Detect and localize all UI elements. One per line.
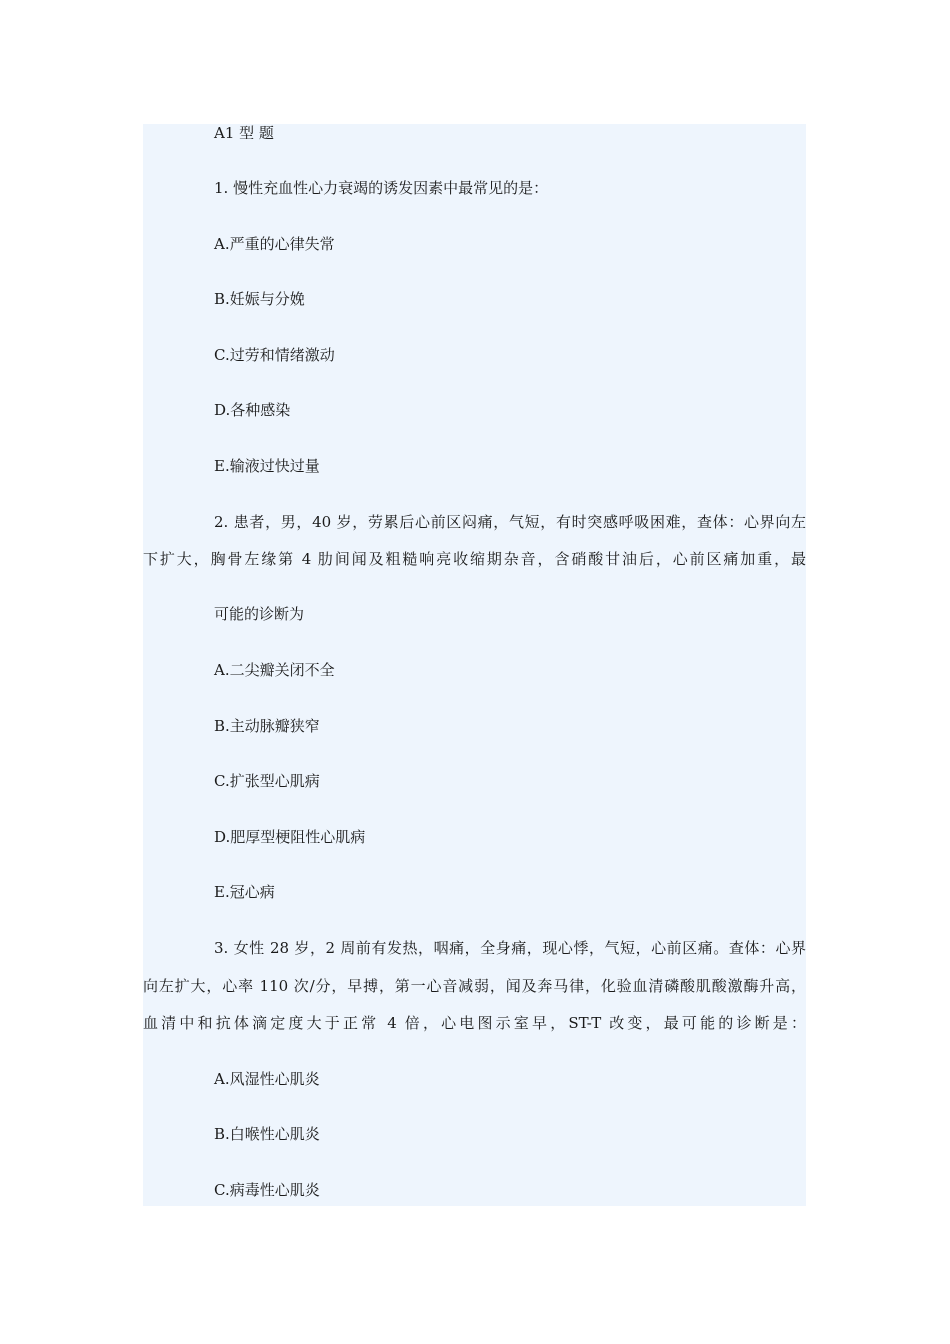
question-2-option-c: C.扩张型心肌病 — [214, 772, 320, 790]
question-3-option-a: A.风湿性心肌炎 — [214, 1070, 320, 1088]
question-2-stem-line-3: 可能的诊断为 — [214, 605, 305, 623]
question-2-stem-line-1: 2. 患者，男，40 岁，劳累后心前区闷痛，气短，有时突感呼吸困难，查体：心界向左 — [214, 513, 806, 531]
question-2-option-a: A.二尖瓣关闭不全 — [214, 661, 335, 679]
question-2-option-d: D.肥厚型梗阻性心肌病 — [214, 828, 366, 846]
question-3-option-c: C.病毒性心肌炎 — [214, 1181, 320, 1199]
question-3-stem-line-2: 向左扩大，心率 110 次/分，早搏，第一心音减弱，闻及奔马律，化验血清磷酸肌酸激酶升高， — [143, 977, 806, 995]
section-title: A1 型 题 — [214, 124, 274, 142]
question-1-option-e: E.输液过快过量 — [214, 457, 320, 475]
question-1-option-c: C.过劳和情绪激动 — [214, 346, 335, 364]
question-1-option-b: B.妊娠与分娩 — [214, 290, 305, 308]
question-1-stem: 1. 慢性充血性心力衰竭的诱发因素中最常见的是： — [214, 179, 549, 197]
question-2-stem-line-2: 下扩大，胸骨左缘第 4 肋间闻及粗糙响亮收缩期杂音，含硝酸甘油后，心前区痛加重，最 — [143, 550, 806, 568]
question-2-option-b: B.主动脉瓣狭窄 — [214, 717, 320, 735]
question-1-option-d: D.各种感染 — [214, 401, 291, 419]
question-3-stem-line-3: 血清中和抗体滴定度大于正常 4 倍，心电图示室早，ST-T 改变，最可能的诊断是： — [143, 1014, 806, 1032]
question-2-option-e: E.冠心病 — [214, 883, 275, 901]
question-1-option-a: A.严重的心律失常 — [214, 235, 335, 253]
question-3-stem-line-1: 3. 女性 28 岁，2 周前有发热，咽痛，全身痛，现心悸，气短，心前区痛。查体：心界 — [214, 939, 806, 957]
question-3-option-b: B.白喉性心肌炎 — [214, 1125, 320, 1143]
